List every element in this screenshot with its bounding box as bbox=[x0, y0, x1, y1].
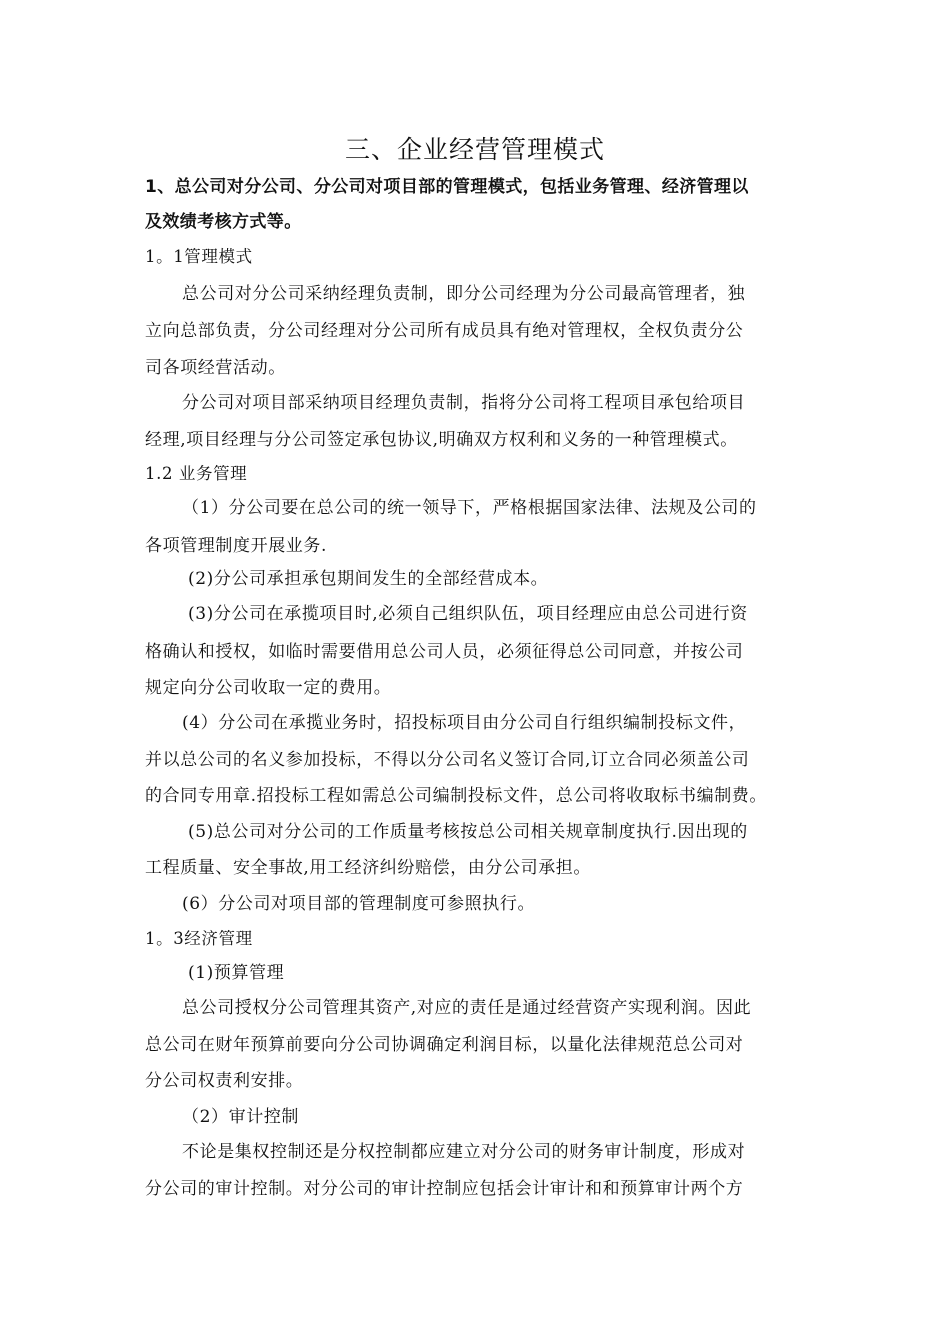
paragraph-line: (6）分公司对项目部的管理制度可参照执行。 bbox=[182, 894, 536, 914]
paragraph-line: 立向总部负责，分公司经理对分公司所有成员具有绝对管理权，全权负责分公 bbox=[145, 321, 744, 341]
paragraph-line: 经理,项目经理与分公司签定承包协议,明确双方权利和义务的一种管理模式。 bbox=[145, 430, 738, 450]
paragraph-line: 司各项经营活动。 bbox=[145, 358, 286, 378]
subsection-heading: 1。1管理模式 bbox=[145, 247, 253, 266]
paragraph-line: 总公司授权分公司管理其资产,对应的责任是通过经营资产实现利润。因此 bbox=[182, 998, 752, 1018]
paragraph-line: 格确认和授权，如临时需要借用总公司人员，必须征得总公司同意，并按公司 bbox=[145, 642, 744, 662]
paragraph-line: 总公司对分公司采纳经理负责制，即分公司经理为分公司最高管理者，独 bbox=[182, 284, 746, 304]
paragraph-line: 工程质量、安全事故,用工经济纠纷赔偿，由分公司承担。 bbox=[145, 858, 592, 878]
paragraph-line: （1）分公司要在总公司的统一领导下，严格根据国家法律、法规及公司的 bbox=[182, 498, 757, 518]
paragraph-line: 分公司对项目部采纳项目经理负责制，指将分公司将工程项目承包给项目 bbox=[182, 393, 746, 413]
item-heading: （2）审计控制 bbox=[182, 1107, 300, 1127]
paragraph-line: (4）分公司在承揽业务时，招投标项目由分公司自行组织编制投标文件， bbox=[182, 713, 747, 733]
paragraph-line: 分公司的审计控制。对分公司的审计控制应包括会计审计和和预算审计两个方 bbox=[145, 1179, 744, 1199]
paragraph-line: 总公司在财年预算前要向分公司协调确定利润目标，以量化法律规范总公司对 bbox=[145, 1035, 744, 1055]
paragraph-line: (3)分公司在承揽项目时,必须自己组织队伍，项目经理应由总公司进行资 bbox=[188, 604, 748, 624]
paragraph-line: 规定向分公司收取一定的费用。 bbox=[145, 678, 392, 698]
section-heading-line-1: 1、总公司对分公司、分公司对项目部的管理模式，包括业务管理、经济管理以 bbox=[145, 177, 749, 197]
section-heading-line-2: 及效绩考核方式等。 bbox=[145, 212, 302, 232]
paragraph-line: 的合同专用章.招投标工程如需总公司编制投标文件，总公司将收取标书编制费。 bbox=[145, 786, 768, 806]
paragraph-line: 并以总公司的名义参加投标，不得以分公司名义签订合同,订立合同必须盖公司 bbox=[145, 750, 750, 770]
subsection-heading: 1.2 业务管理 bbox=[145, 464, 248, 483]
paragraph-line: (2)分公司承担承包期间发生的全部经营成本。 bbox=[188, 569, 549, 589]
subsection-heading: 1。3经济管理 bbox=[145, 929, 253, 948]
item-heading: (1)预算管理 bbox=[188, 963, 285, 983]
page-title: 三、企业经营管理模式 bbox=[344, 135, 605, 164]
paragraph-line: 不论是集权控制还是分权控制都应建立对分公司的财务审计制度，形成对 bbox=[182, 1142, 746, 1162]
paragraph-line: (5)总公司对分公司的工作质量考核按总公司相关规章制度执行.因出现的 bbox=[188, 822, 748, 842]
paragraph-line: 各项管理制度开展业务. bbox=[145, 536, 328, 556]
paragraph-line: 分公司权责利安排。 bbox=[145, 1071, 304, 1091]
